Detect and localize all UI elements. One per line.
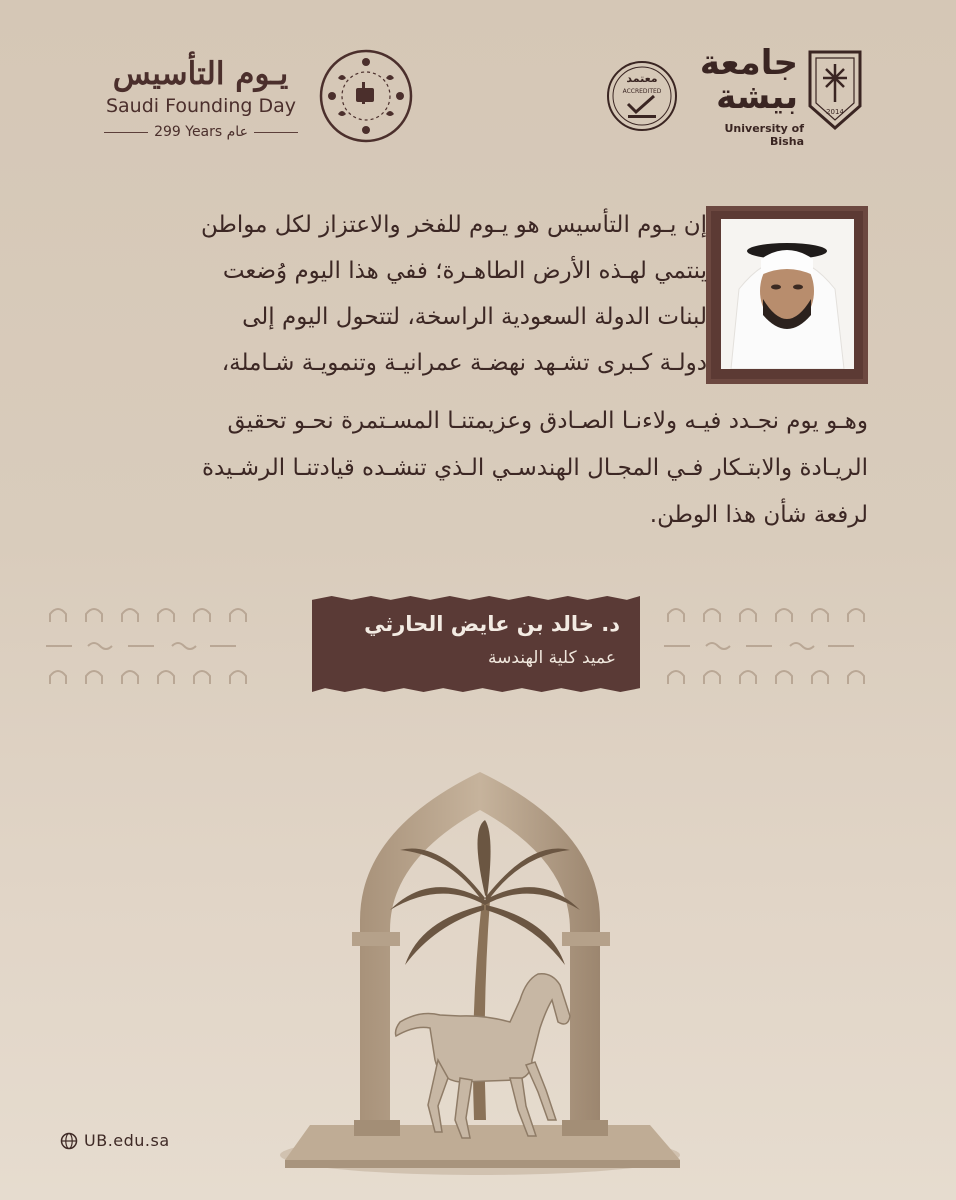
accreditation-ar-text: معتمد	[626, 72, 658, 85]
speaker-title: عميد كلية الهندسة	[488, 648, 616, 668]
website-link[interactable]	[60, 1131, 170, 1150]
divider-line	[104, 132, 148, 133]
speaker-photo-frame	[706, 206, 868, 384]
quote-line-1: إن يـوم التأسيس هو يـوم للفخر والاعتزاز لكل مواطن	[201, 212, 707, 238]
university-name-ar-line2: بيشة	[716, 77, 798, 117]
arch-palm-horse-illustration	[270, 760, 690, 1180]
accreditation-en-text: ACCREDITED	[622, 88, 662, 95]
decorative-pattern-right-icon	[660, 600, 890, 692]
speaker-name-banner	[312, 596, 640, 692]
university-name-ar	[690, 43, 798, 117]
years-label: 299 Years عام	[154, 124, 248, 140]
accreditation-seal-icon	[606, 60, 678, 132]
quote-line-5: وهـو يوم نجـدد فيـه ولاءنـا الصـادق وعزيمتنـا المسـتمرة نحـو تحقيق	[227, 408, 868, 434]
speaker-portrait-icon	[721, 219, 854, 369]
quote-line-7: لرفعة شأن هذا الوطن.	[649, 502, 868, 528]
university-name-en: University of Bisha	[724, 122, 804, 148]
quote-line-4: دولـة كـبرى تشـهد نهضـة عمرانيـة وتنمويـة شـاملة،	[221, 350, 707, 376]
website-text[interactable]: UB.edu.sa	[84, 1131, 170, 1150]
founding-day-years	[104, 124, 298, 140]
divider-line	[254, 132, 298, 133]
founding-day-emblem-icon	[318, 48, 414, 144]
speaker-photo	[721, 219, 854, 369]
university-shield-logo-icon	[806, 48, 864, 132]
quote-line-6: الريـادة والابتـكار فـي المجـال الهندسـي الـذي تنشـده قيادتنـا الرشـيدة	[202, 455, 868, 481]
quote-line-2: ينتمي لهـذه الأرض الطاهـرة؛ ففي هذا اليوم وُضعت	[222, 258, 707, 284]
globe-icon	[60, 1132, 78, 1150]
decorative-pattern-left-icon	[42, 600, 272, 692]
founding-day-title-en: Saudi Founding Day	[105, 95, 297, 117]
speaker-name: د. خالد بن عايض الحارثي	[364, 612, 620, 636]
shield-year-text: 2014	[826, 108, 844, 116]
founding-day-title-ar: يـوم التأسيس	[112, 56, 289, 92]
university-name-ar-line1: جامعة	[699, 43, 798, 83]
quote-line-3: لبنات الدولة السعودية الراسخة، لتتحول اليوم إلى	[242, 304, 707, 330]
